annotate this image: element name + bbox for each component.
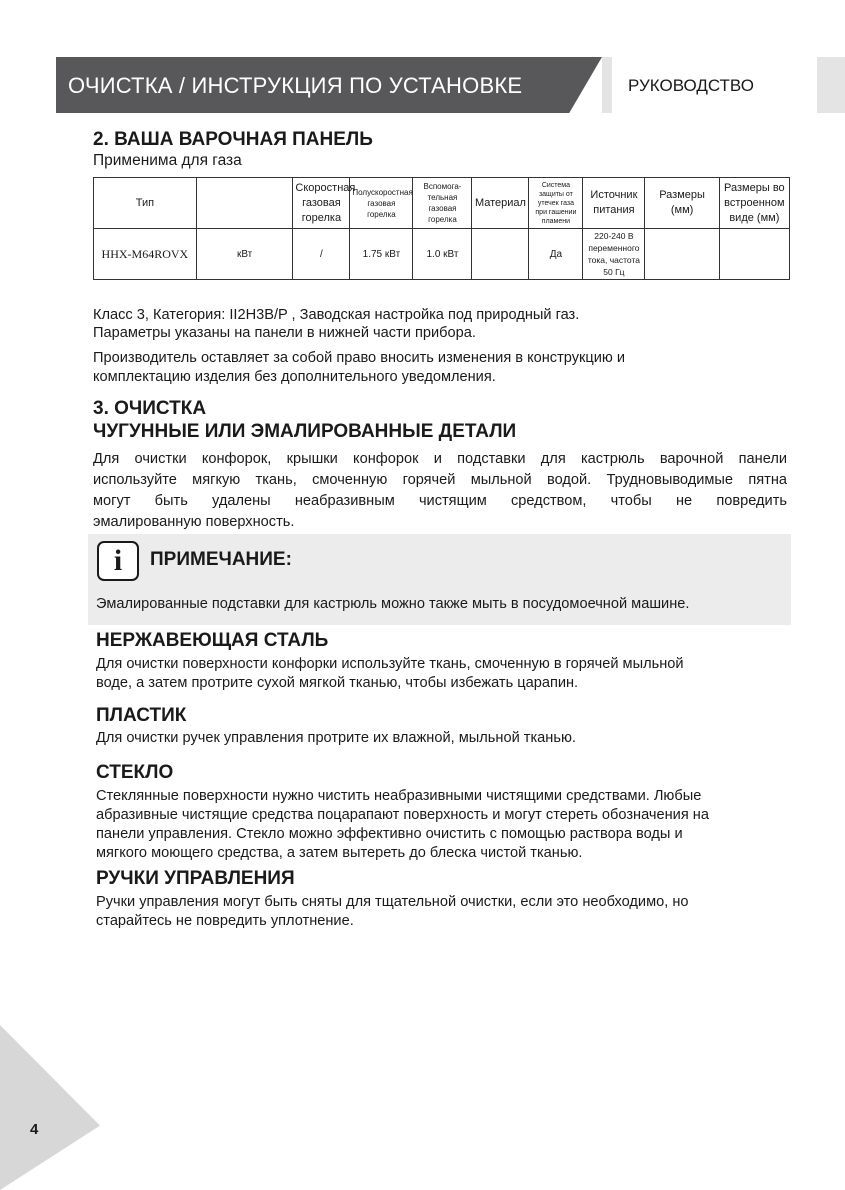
table-header-cell: Вспомога-тельная газовая горелка xyxy=(413,178,472,229)
paragraph-line: используйте мягкую ткань, смоченную горячей мыльной водой. Трудновыводимые пятна xyxy=(93,472,787,488)
subsection-heading-steel: НЕРЖАВЕЮЩАЯ СТАЛЬ xyxy=(96,630,329,651)
table-cell: Да xyxy=(529,229,583,280)
table-header-cell xyxy=(196,178,293,229)
paragraph-line: старайтесь не повредить уплотнение. xyxy=(96,913,354,929)
spec-table xyxy=(93,177,790,280)
page-header-title: ОЧИСТКА / ИНСТРУКЦИЯ ПО УСТАНОВКЕ xyxy=(68,73,523,98)
cast-iron-paragraph xyxy=(93,449,787,533)
paragraph-line: Ручки управления могут быть сняты для тщательной очистки, если это необходимо, но xyxy=(96,894,689,910)
info-icon: i xyxy=(97,541,139,581)
subsection-heading-glass: СТЕКЛО xyxy=(96,762,174,783)
table-cell: 1.75 кВт xyxy=(350,229,413,280)
header-section-label: РУКОВОДСТВО xyxy=(628,76,754,95)
class-category-text: Класс 3, Категория: II2H3B/P , Заводская настройка под природный газ. xyxy=(93,307,580,323)
paragraph-line: панели управления. Стекло можно эффективно очистить с помощью раствора воды и xyxy=(96,826,683,842)
section-heading-cleaning: 3. ОЧИСТКА xyxy=(93,398,207,419)
manufacturer-text-line: комплектацию изделия без дополнительного уведомления. xyxy=(93,369,496,385)
table-cell: 1.0 кВт xyxy=(413,229,472,280)
paragraph-line: могут быть удалены неабразивным чистящим средством, чтобы не повредить xyxy=(93,493,787,509)
table-header-cell: Система защиты от утечек газа при гашении пламени xyxy=(529,178,583,229)
table-cell-model: HHX-M64ROVX xyxy=(94,229,197,280)
table-cell: кВт xyxy=(196,229,293,280)
manufacturer-text-line: Производитель оставляет за собой право вносить изменения в конструкцию и xyxy=(93,350,626,366)
params-text: Параметры указаны на панели в нижней части прибора. xyxy=(93,325,476,341)
table-header-cell: Размеры во встроенном виде (мм) xyxy=(719,178,789,229)
paragraph-line: абразивные чистящие средства поцарапают поверхность и могут стереть обозначения на xyxy=(96,807,709,823)
section-heading-hob: 2. ВАША ВАРОЧНАЯ ПАНЕЛЬ xyxy=(93,129,373,150)
paragraph-line: воде, а затем протрите сухой мягкой тканью, чтобы избежать царапин. xyxy=(96,675,579,691)
table-cell xyxy=(472,229,529,280)
table-header-cell: Скоростная газовая горелка xyxy=(293,178,350,229)
note-text: Эмалированные подставки для кастрюль можно также мыть в посудомоечной машине. xyxy=(96,596,690,612)
paragraph-line: мягкого моющего средства, а затем вытереть до блеска чистой тканью. xyxy=(96,845,583,861)
table-header-row xyxy=(94,178,790,229)
table-header-cell: Материал xyxy=(472,178,529,229)
subsection-heading-knobs: РУЧКИ УПРАВЛЕНИЯ xyxy=(96,868,295,889)
table-row xyxy=(94,229,790,280)
page-corner-decoration xyxy=(0,1025,100,1190)
subsection-heading-plastic: ПЛАСТИК xyxy=(96,705,187,726)
table-cell xyxy=(719,229,789,280)
subsection-heading-cast-iron: ЧУГУННЫЕ ИЛИ ЭМАЛИРОВАННЫЕ ДЕТАЛИ xyxy=(93,421,517,442)
paragraph-line: Для очистки поверхности конфорки используйте ткань, смоченную в горячей мыльной xyxy=(96,656,684,672)
table-header-cell: Тип xyxy=(94,178,197,229)
paragraph-line: Для очистки конфорок, крышки конфорок и подставки для кастрюль варочной панели xyxy=(93,451,787,467)
table-cell: 220-240 В переменного тока, частота 50 Гц xyxy=(583,229,645,280)
table-cell: / xyxy=(293,229,350,280)
paragraph-line: эмалированную поверхность. xyxy=(93,514,295,530)
table-header-cell: Полускоростная газовая горелка xyxy=(350,178,413,229)
note-title: ПРИМЕЧАНИЕ: xyxy=(150,549,292,570)
table-cell xyxy=(645,229,719,280)
table-header-cell: Размеры (мм) xyxy=(645,178,719,229)
page-number: 4 xyxy=(30,1121,39,1138)
section-subheading-gas: Применима для газа xyxy=(93,152,242,169)
table-header-cell: Источник питания xyxy=(583,178,645,229)
paragraph-line: Стеклянные поверхности нужно чистить неабразивными чистящими средствами. Любые xyxy=(96,788,702,804)
paragraph-line: Для очистки ручек управления протрите их влажной, мыльной тканью. xyxy=(96,730,576,746)
